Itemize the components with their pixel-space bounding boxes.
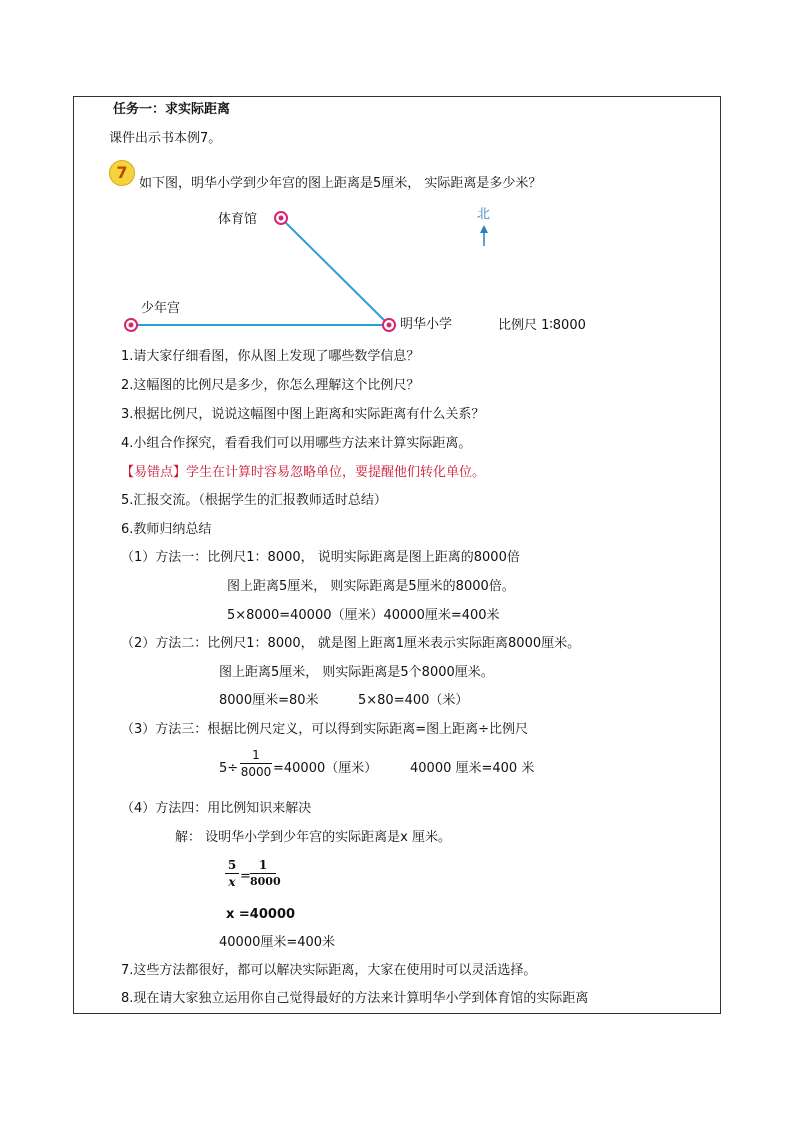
palace-point bbox=[125, 319, 137, 331]
method4-lhs-den: x bbox=[228, 875, 236, 889]
method4-title: （4）方法四：用比例知识来解决 bbox=[121, 801, 312, 816]
tip-label: 【易错点】 bbox=[121, 465, 187, 480]
gym-school-line bbox=[281, 218, 389, 325]
step-7: 7.这些方法都很好，都可以解决实际距离，大家在使用时可以灵活选择。 bbox=[121, 963, 537, 978]
method4-lhs-num: 5 bbox=[227, 858, 237, 872]
step-6: 6.教师归纳总结 bbox=[121, 522, 212, 537]
school-point bbox=[383, 319, 395, 331]
method1-line1: 图上距离5厘米， 则实际距离是5厘米的8000倍。 bbox=[227, 579, 515, 594]
method3-frac-num: 1 bbox=[252, 748, 260, 762]
step-5: 5.汇报交流。（根据学生的汇报教师适时总结） bbox=[121, 493, 387, 508]
intro-text: 课件出示书本例7。 bbox=[109, 131, 222, 146]
example-badge: 7 bbox=[109, 160, 135, 186]
method4-solution: 解： 设明华小学到少年宫的实际距离是x 厘米。 bbox=[175, 830, 451, 845]
method3-fraction bbox=[240, 748, 272, 779]
school-label: 明华小学 bbox=[400, 317, 453, 332]
question-2: 2.这幅图的比例尺是多少，你怎么理解这个比例尺？ bbox=[121, 378, 420, 393]
youth-palace-label: 少年宫 bbox=[141, 301, 181, 316]
method4-rhs-fraction bbox=[250, 858, 281, 888]
question-1: 1.请大家仔细看图，你从图上发现了哪些数学信息？ bbox=[121, 349, 420, 364]
scale-label: 比例尺 1∶8000 bbox=[498, 318, 586, 333]
tip-text: 学生在计算时容易忽略单位，要提醒他们转化单位。 bbox=[186, 465, 486, 480]
method4-x-value: x =40000 bbox=[226, 907, 296, 922]
north-label: 北 bbox=[477, 207, 491, 222]
question-3: 3.根据比例尺，说说这幅图中图上距离和实际距离有什么关系？ bbox=[121, 407, 485, 422]
step-8: 8.现在请大家独立运用你自己觉得最好的方法来计算明华小学到体育馆的实际距离 bbox=[121, 991, 589, 1006]
method3-frac-den: 8000 bbox=[240, 765, 272, 779]
gym-label: 体育馆 bbox=[218, 212, 258, 227]
method2-line2b: 5×80=400（米） bbox=[358, 693, 469, 708]
gym-point bbox=[275, 212, 287, 224]
method4-convert: 40000厘米=400米 bbox=[219, 935, 336, 950]
tip-line bbox=[121, 464, 485, 482]
example-question: 如下图，明华小学到少年宫的图上距离是5厘米， 实际距离是多少米？ bbox=[139, 176, 542, 191]
question-4: 4.小组合作探究，看看我们可以用哪些方法来计算实际距离。 bbox=[121, 436, 472, 451]
method4-rhs-num: 1 bbox=[258, 858, 268, 872]
method4-lhs-fraction bbox=[225, 858, 239, 889]
method1-line2: 5×8000=40000（厘米）40000厘米=400米 bbox=[227, 608, 500, 623]
method3-result: 40000 厘米=400 米 bbox=[410, 761, 535, 776]
method3-suffix: =40000（厘米） bbox=[273, 761, 378, 776]
method2-line1: 图上距离5厘米， 则实际距离是5个8000厘米。 bbox=[219, 665, 494, 680]
method3-title: （3）方法三：根据比例尺定义，可以得到实际距离=图上距离÷比例尺 bbox=[121, 722, 529, 737]
method3-prefix: 5÷ bbox=[219, 761, 239, 776]
method1-title: （1）方法一：比例尺1：8000， 说明实际距离是图上距离的8000倍 bbox=[121, 550, 520, 565]
method4-equals: = bbox=[240, 869, 251, 884]
method4-rhs-den: 8000 bbox=[250, 875, 281, 888]
method2-title: （2）方法二：比例尺1：8000， 就是图上距离1厘米表示实际距离8000厘米。 bbox=[121, 636, 581, 651]
north-arrow-icon bbox=[480, 225, 488, 246]
task-title: 任务一：求实际距离 bbox=[113, 102, 231, 117]
method2-line2a: 8000厘米=80米 bbox=[219, 693, 319, 708]
